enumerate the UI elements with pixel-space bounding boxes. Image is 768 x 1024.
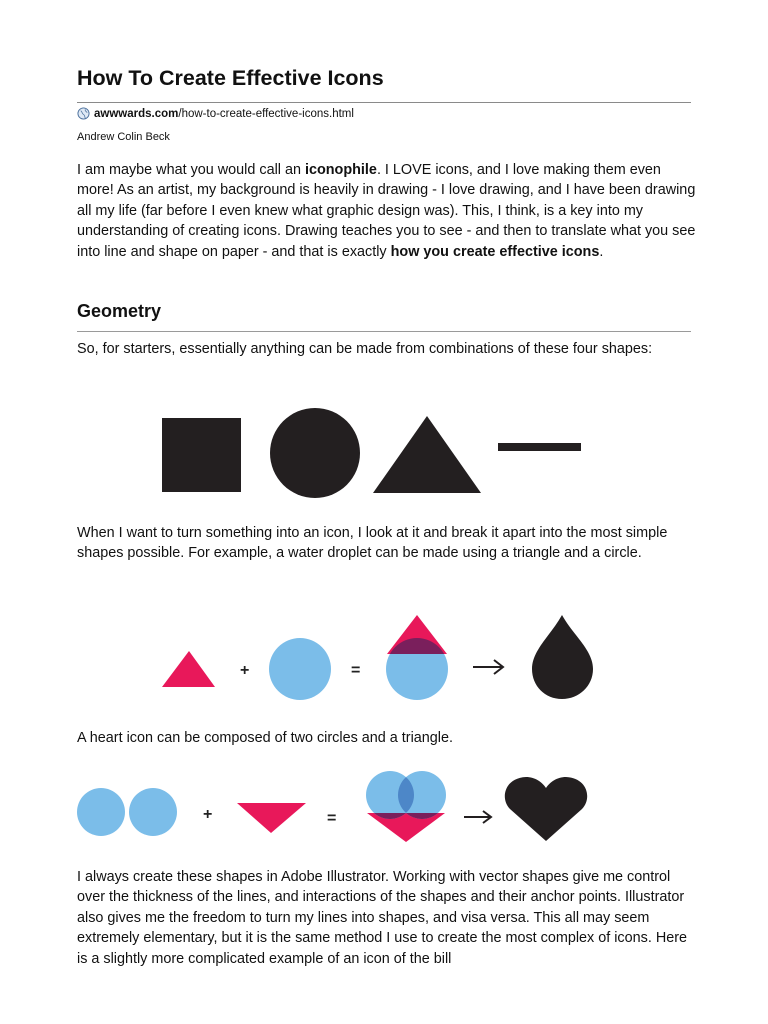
plus-symbol: + <box>240 662 250 679</box>
droplet-paragraph: When I want to turn something into an icon, I look at it and break it apart into the most simple shapes possible. For example, a water droplet can be made using a triangle and a circle. <box>77 525 668 562</box>
heart-circle-left <box>77 788 125 836</box>
illustrator-paragraph: I always create these shapes in Adobe Illustrator. Working with vector shapes give me control over the thickness of the lines, and interactions of the shapes and their anchor points. Illustrator also gives me the freedom to turn my lines into shapes, and visa versa. This all may seem extremely elementary, but it is the same method I use to create the most complex of icons. Here is a slightly more complicated example of an icon of the bill <box>77 869 688 967</box>
source-domain[interactable]: awwwards.com <box>94 107 179 120</box>
combined-heart-triangle <box>367 813 445 842</box>
author-name: Andrew Colin Beck <box>77 131 170 143</box>
intro-bold-effective-icons: how you create effective icons <box>390 243 600 260</box>
line-shape <box>498 443 581 451</box>
page-title: How To Create Effective Icons <box>77 66 384 90</box>
shapes-paragraph: So, for starters, essentially anything can be made from combinations of these four shapes: <box>77 341 653 357</box>
heart-paragraph: A heart icon can be composed of two circles and a triangle. <box>77 730 453 746</box>
triangle-shape <box>373 416 481 493</box>
arrow-right-icon <box>473 660 503 674</box>
heart-circle-right <box>129 788 177 836</box>
intro-text-3: . <box>599 243 604 260</box>
plus-symbol: + <box>203 806 213 823</box>
title-divider <box>77 102 691 103</box>
heart-icon <box>505 777 587 841</box>
water-droplet-icon <box>532 615 593 699</box>
circle-shape <box>270 408 360 498</box>
intro-text-2: . I LOVE icons, and I love making them even more! As an artist, my background is heavily in drawing - I love drawing, and I have been drawing all my life (far before I even knew what graphic design was). This, I think, is a key into my understanding of creating icons. Drawing teaches you to see - and then to translate what you see into line and shape on paper - and that is exactly <box>77 162 696 260</box>
droplet-triangle-shape <box>162 651 215 687</box>
equals-symbol: = <box>351 662 361 679</box>
equals-symbol: = <box>327 810 337 827</box>
droplet-figure <box>155 605 605 705</box>
globe-icon <box>77 107 90 120</box>
heart-triangle-shape <box>237 803 306 833</box>
basic-shapes-figure <box>155 405 595 500</box>
intro-text-1: I am maybe what you would call an <box>77 162 305 178</box>
section-heading-geometry: Geometry <box>77 301 162 321</box>
square-shape <box>162 418 241 492</box>
section-divider <box>77 331 691 332</box>
intro-paragraph <box>77 160 697 262</box>
source-link[interactable] <box>77 107 354 120</box>
droplet-circle-shape <box>269 638 331 700</box>
source-path[interactable]: /how-to-create-effective-icons.html <box>178 107 354 120</box>
arrow-right-icon <box>464 811 491 823</box>
intro-bold-iconophile: iconophile <box>304 162 377 178</box>
